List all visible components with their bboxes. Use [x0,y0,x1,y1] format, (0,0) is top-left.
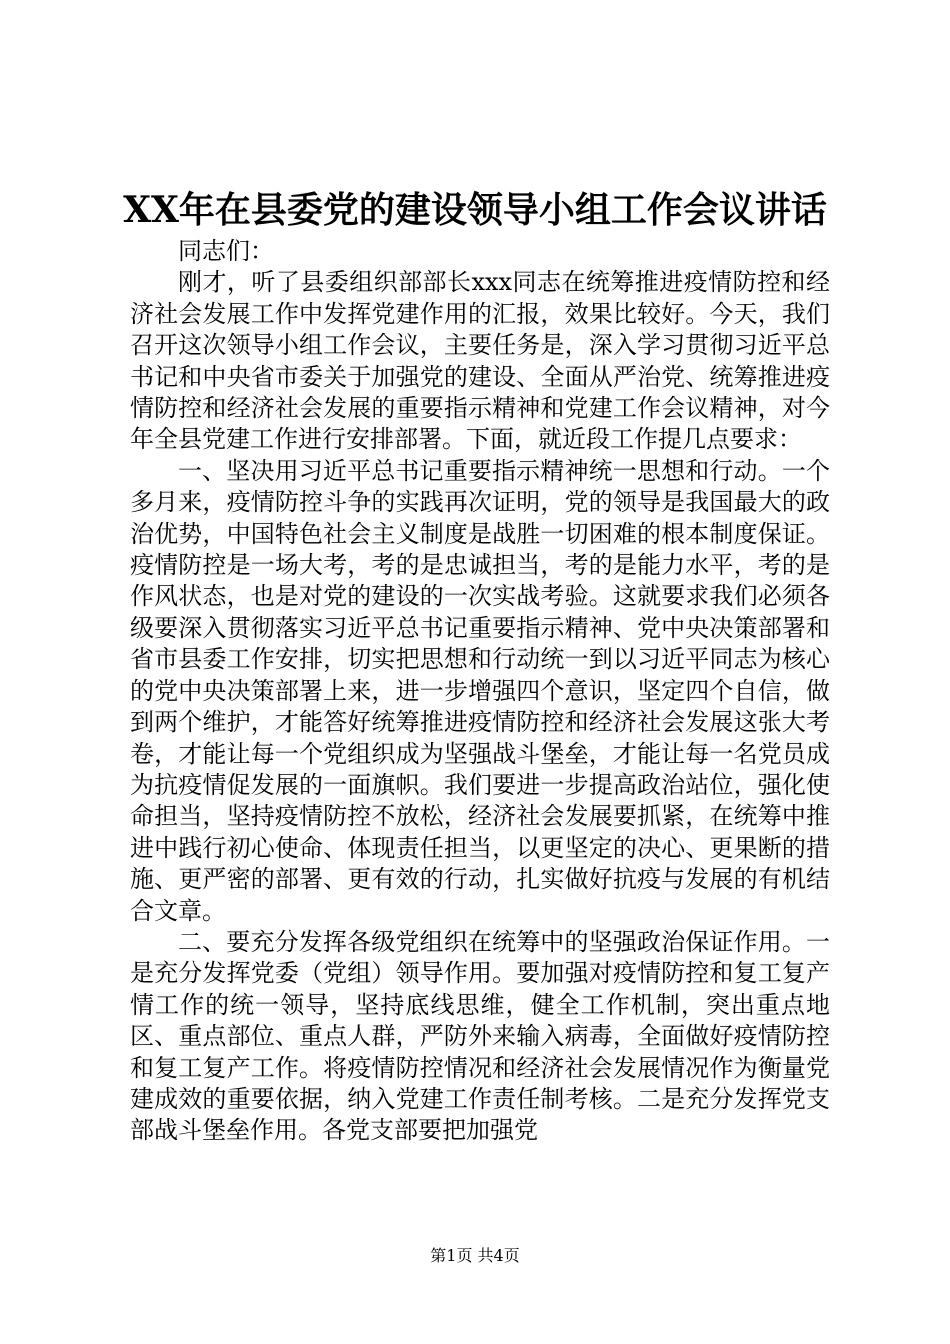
document-title: XX年在县委党的建设领导小组工作会议讲话 [123,189,827,231]
section-one-paragraph: 一、坚决用习近平总书记重要指示精神统一思想和行动。一个多月来，疫情防控斗争的实践再次证明，党的领导是我国最大的政治优势，中国特色社会主义制度是战胜一切困难的根本制度保证。疫情防控是一场大考，考的是忠诚担当，考的是能力水平，考的是作风状态，也是对党的建设的一次实战考验。这就要求我们必须各级要深入贯彻落实习近平总书记重要指示精神、党中央决策部署和省市县委工作安排，切实把思想和行动统一到以习近平同志为核心的党中央决策部署上来，进一步增强四个意识，坚定四个自信，做到两个维护，才能答好统筹推进疫情防控和经济社会发展这张大考卷，才能让每一个党组织成为坚强战斗堡垒，才能让每一名党员成为抗疫情促发展的一面旗帜。我们要进一步提高政治站位，强化使命担当，坚持疫情防控不放松，经济社会发展要抓紧，在统筹中推进中践行初心使命、体现责任担当，以更坚定的决心、更果断的措施、更严密的部署、更有效的行动，扎实做好抗疫与发展的有机结合文章。 [130,456,830,925]
section-two-paragraph: 二、要充分发挥各级党组织在统筹中的坚强政治保证作用。一是充分发挥党委（党组）领导作用。要加强对疫情防控和复工复产情工作的统一领导，坚持底线思维，健全工作机制，突出重点地区、重点部位、重点人群，严防外来输入病毒，全面做好疫情防控和复工复产工作。将疫情防控情况和经济社会发展情况作为衡量党建成效的重要依据，纳入党建工作责任制考核。二是充分发挥党支部战斗堡垒作用。各党支部要把加强党 [130,927,830,1145]
salutation-paragraph: 同志们： [178,237,274,265]
intro-paragraph: 刚才，听了县委组织部部长xxx同志在统筹推进疫情防控和经济社会发展工作中发挥党建作用的汇报，效果比较好。今天，我们召开这次领导小组工作会议，主要任务是，深入学习贯彻习近平总书记和中央省市委关于加强党的建设、全面从严治党、统筹推进疫情防控和经济社会发展的重要指示精神和党建工作会议精神，对今年全县党建工作进行安排部署。下面，就近段工作提几点要求： [130,268,830,454]
page-number-footer: 第1页 共4页 [430,1246,520,1265]
document-body [130,236,830,1147]
